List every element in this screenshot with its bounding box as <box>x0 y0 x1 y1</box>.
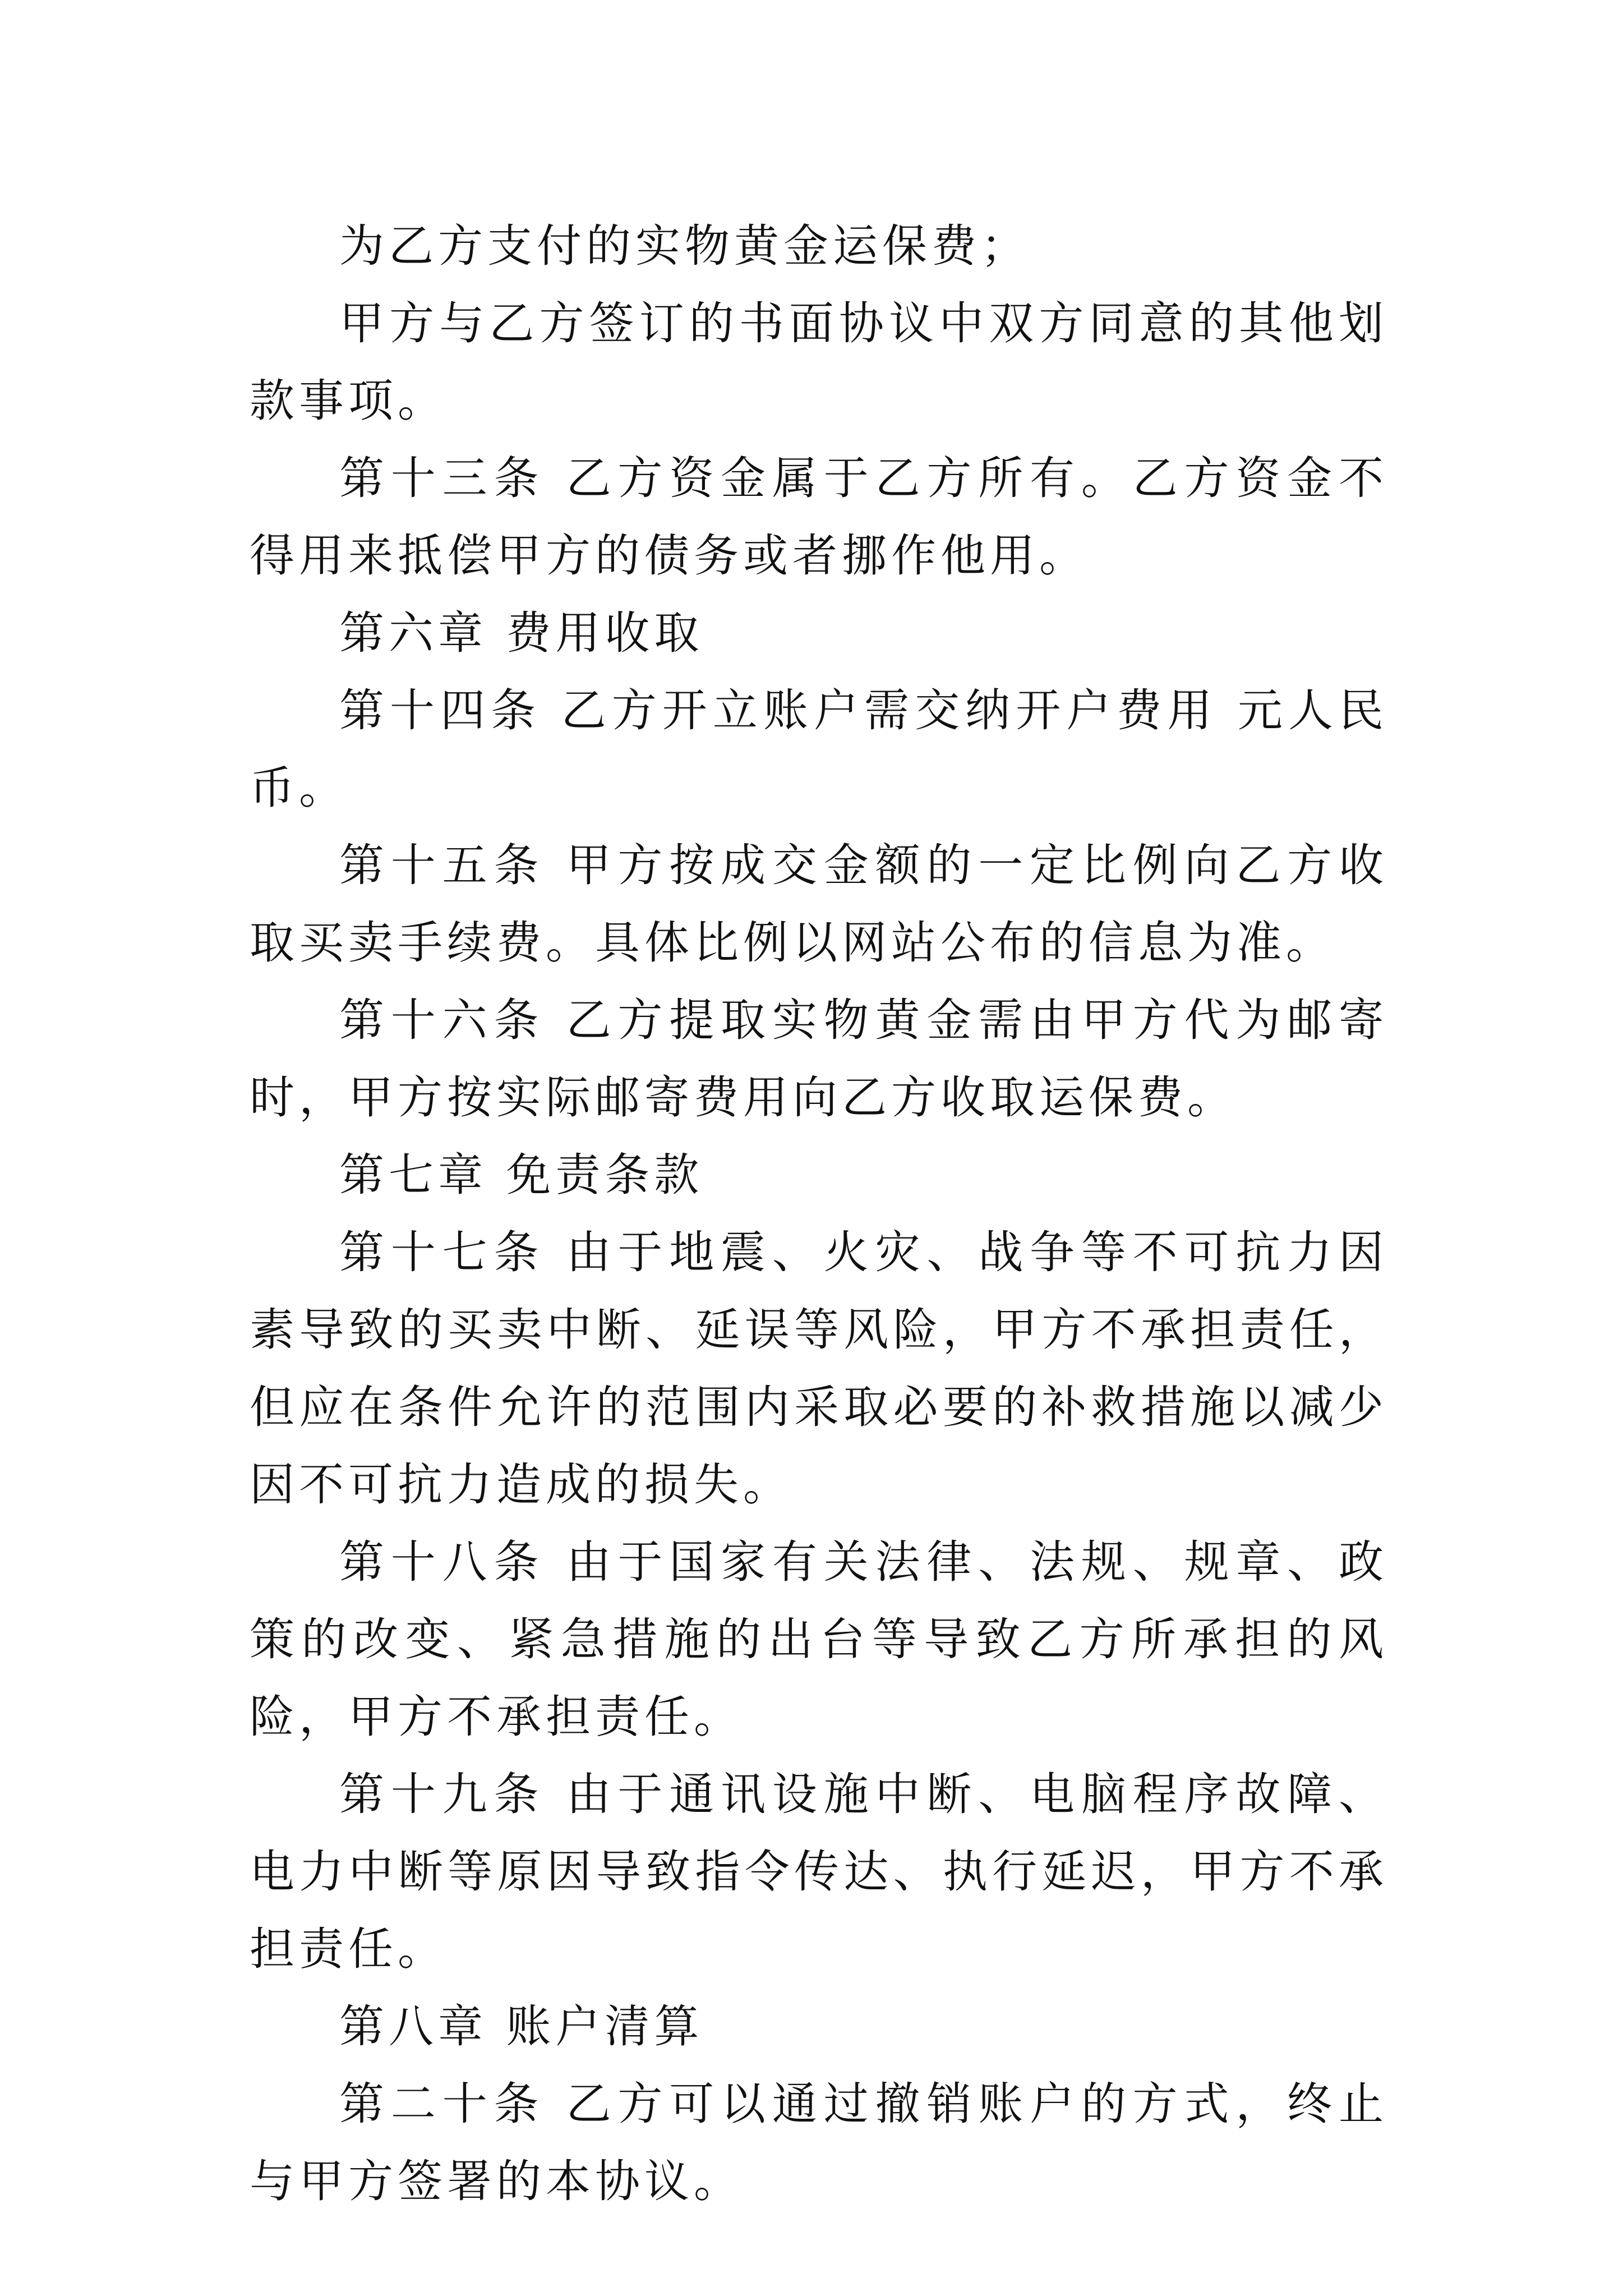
article-13: 第十三条 乙方资金属于乙方所有。乙方资金不得用来抵偿甲方的债务或者挪作他用。 <box>250 452 1388 582</box>
article-14: 第十四条 乙方开立账户需交纳开户费用 元人民币。 <box>250 684 1388 814</box>
article-19: 第十九条 由于通讯设施中断、电脑程序故障、电力中断等原因导致指令传达、执行延迟，甲方不承担责任。 <box>250 1768 1388 1975</box>
article-18: 第十八条 由于国家有关法律、法规、规章、政策的改变、紧急措施的出台等导致乙方所承担的风险，甲方不承担责任。 <box>250 1536 1388 1743</box>
chapter-6-heading: 第六章 费用收取 <box>339 607 704 659</box>
article-16: 第十六条 乙方提取实物黄金需由甲方代为邮寄时，甲方按实际邮寄费用向乙方收取运保费。 <box>250 994 1388 1124</box>
article-15: 第十五条 甲方按成交金额的一定比例向乙方收取买卖手续费。具体比例以网站公布的信息为准。 <box>250 839 1388 969</box>
paragraph-other-transfers: 甲方与乙方签订的书面协议中双方同意的其他划款事项。 <box>250 297 1388 427</box>
document-body <box>250 208 1388 2220</box>
paragraph-transport-fee: 为乙方支付的实物黄金运保费； <box>339 220 1030 272</box>
article-20: 第二十条 乙方可以通过撤销账户的方式，终止与甲方签署的本协议。 <box>250 2078 1388 2207</box>
chapter-8-heading: 第八章 账户清算 <box>339 2000 704 2053</box>
chapter-7-heading: 第七章 免责条款 <box>339 1149 704 1201</box>
article-17: 第十七条 由于地震、火灾、战争等不可抗力因素导致的买卖中断、延误等风险，甲方不承担责任，但应在条件允许的范围内采取必要的补救措施以减少因不可抗力造成的损失。 <box>250 1226 1388 1511</box>
